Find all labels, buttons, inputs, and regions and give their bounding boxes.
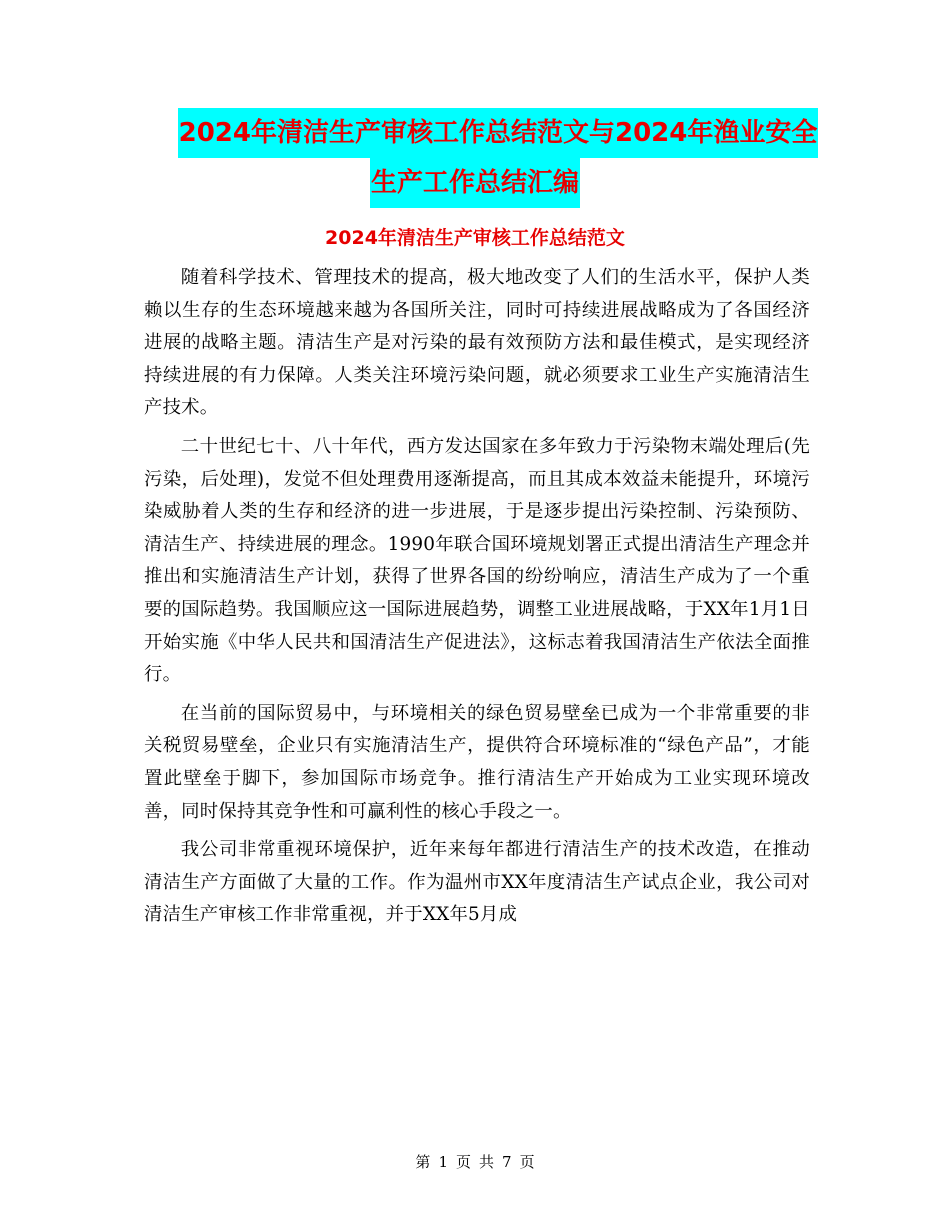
page-footer — [0, 1152, 950, 1172]
footer-total-pages: 7 — [502, 1153, 512, 1171]
document-title-line-2: 生产工作总结汇编 — [370, 158, 580, 208]
paragraph-1: 随着科学技术、管理技术的提高，极大地改变了人们的生活水平，保护人类赖以生存的生态环境越来越为各国所关注，同时可持续进展战略成为了各国经济进展的战略主题。清洁生产是对污染的最有效预防方法和最佳模式，是实现经济持续进展的有力保障。人类关注环境污染问题，就必须要求工业生产实施清洁生产技术。 — [144, 267, 810, 419]
footer-current-page: 1 — [438, 1153, 448, 1171]
document-title — [0, 108, 950, 208]
footer-suffix: 页 — [519, 1153, 535, 1171]
paragraph-4: 我公司非常重视环境保护，近年来每年都进行清洁生产的技术改造，在推动清洁生产方面做了大量的工作。作为温州市XX年度清洁生产试点企业，我公司对清洁生产审核工作非常重视，并于XX年5月成 — [144, 839, 810, 926]
footer-total-word: 共 — [479, 1153, 495, 1171]
body-text — [144, 262, 810, 938]
paragraph-3: 在当前的国际贸易中，与环境相关的绿色贸易壁垒已成为一个非常重要的非关税贸易壁垒，企业只有实施清洁生产，提供符合环境标准的“绿色产品”，才能置此壁垒于脚下，参加国际市场竞争。推行清洁生产开始成为工业实现环境改善，同时保持其竞争性和可赢利性的核心手段之一。 — [144, 702, 810, 822]
footer-prefix: 第 — [415, 1153, 431, 1171]
footer-page-word: 页 — [455, 1153, 471, 1171]
paragraph-2: 二十世纪七十、八十年代，西方发达国家在多年致力于污染物末端处理后(先污染，后处理)，发觉不但处理费用逐渐提高，而且其成本效益未能提升，环境污染威胁着人类的生存和经济的进一步进展，于是逐步提出污染控制、污染预防、清洁生产、持续进展的理念。1990年联合国环境规划署正式提出清洁生产理念并推出和实施清洁生产计划，获得了世界各国的纷纷响应，清洁生产成为了一个重要的国际趋势。我国顺应这一国际进展趋势，调整工业进展战略，于XX年1月1日开始实施《中华人民共和国清洁生产促进法》，这标志着我国清洁生产依法全面推行。 — [144, 435, 810, 686]
section-title: 2024年清洁生产审核工作总结范文 — [325, 227, 625, 249]
document-title-line-1: 2024年清洁生产审核工作总结范文与2024年渔业安全 — [178, 108, 819, 158]
